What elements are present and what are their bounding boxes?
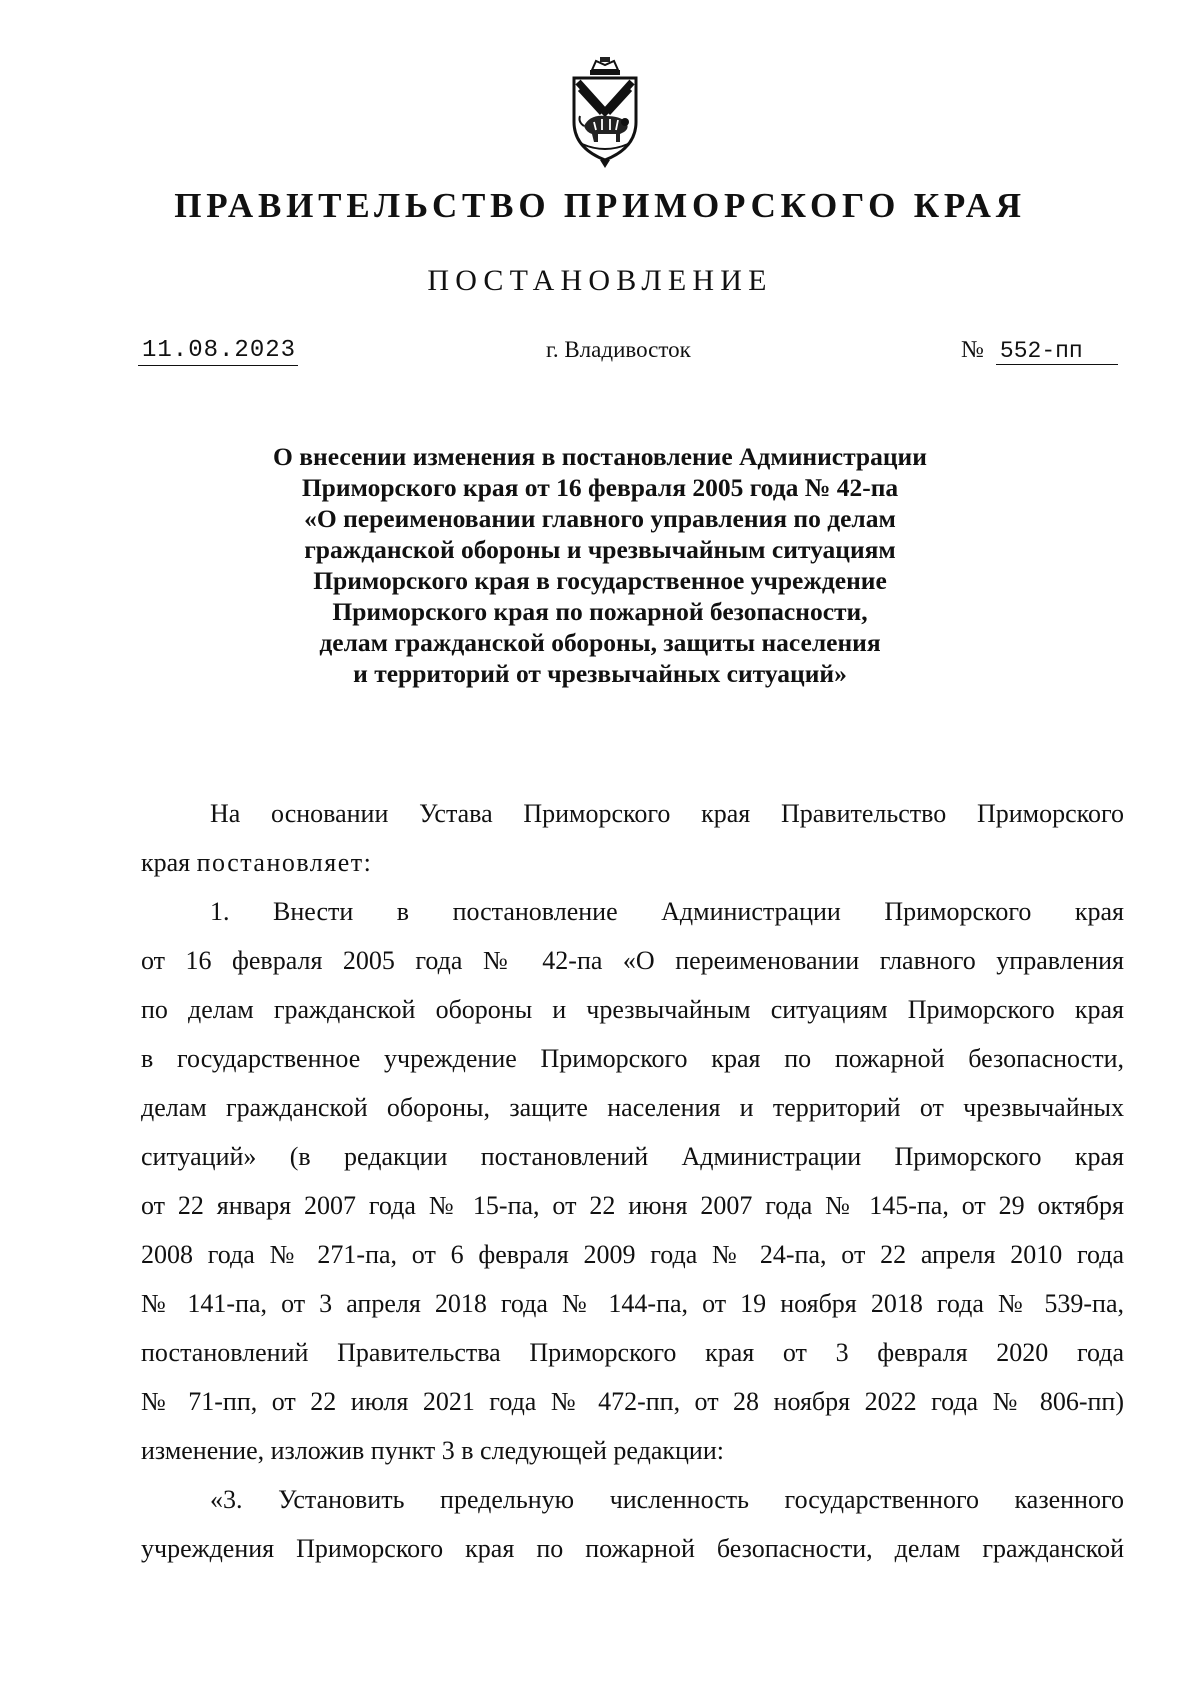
item1-line: 2008 года № 271-па, от 6 февраля 2009 года № 24-па, от 22 апреля 2010 года [141,1240,1124,1269]
subject-line: О внесении изменения в постановление Администрации [273,442,927,471]
preamble-text: края [141,848,197,877]
subject-line: Приморского края от 16 февраля 2005 года № 42-па [301,473,899,502]
decree-verb: постановляет: [196,848,373,877]
item1-line: № 141-па, от 3 апреля 2018 года № 144-па, от 19 ноября 2018 года № 539-па, [141,1289,1124,1318]
item1-line: ситуаций» (в редакции постановлений Администрации Приморского края [141,1142,1124,1171]
number-sign: № [961,337,984,363]
subject-line: и территорий от чрезвычайных ситуаций» [353,659,847,688]
item1-line: от 22 января 2007 года № 15-па, от 22 июня 2007 года № 145-па, от 29 октября [141,1191,1124,1220]
item1-line: от 16 февраля 2005 года № 42-па «О переименовании главного управления [141,946,1124,975]
item1-line: № 71-пп, от 22 июля 2021 года № 472-пп, от 28 ноября 2022 года № 806-пп) [141,1387,1124,1416]
coat-of-arms-emblem [570,56,640,170]
subject-line: «О переименовании главного управления по делам [304,504,896,533]
document-date: 11.08.2023 [138,338,298,366]
subject-line: делам гражданской обороны, защиты населения [319,628,881,657]
document-number: 552-пп [996,338,1118,365]
item1-line: делам гражданской обороны, защите населения и территорий от чрезвычайных [141,1093,1124,1122]
item1-line: изменение, изложив пункт 3 в следующей редакции: [141,1436,724,1465]
item1-line: в государственное учреждение Приморского края по пожарной безопасности, [141,1044,1124,1073]
document-type: ПОСТАНОВЛЕНИЕ [427,264,773,297]
preamble-line [141,847,1124,879]
item1-line: постановлений Правительства Приморского края от 3 февраля 2020 года [141,1338,1124,1367]
item3-line: «3. Установить предельную численность государственного казенного [210,1485,1124,1514]
item1-line: по делам гражданской обороны и чрезвычайным ситуациям Приморского края [141,995,1124,1024]
subject-line: Приморского края в государственное учреждение [313,566,887,595]
document-number-block [961,336,1118,365]
item1-line: 1. Внести в постановление Администрации Приморского края [210,897,1124,926]
document-subject [0,441,1200,689]
preamble-line: На основании Устава Приморского края Правительство Приморского [210,799,1124,828]
government-title: ПРАВИТЕЛЬСТВО ПРИМОРСКОГО КРАЯ [174,186,1026,225]
subject-line: гражданской обороны и чрезвычайным ситуациям [304,535,896,564]
subject-line: Приморского края по пожарной безопасности, [332,597,868,626]
document-city: г. Владивосток [546,337,691,362]
item3-line: учреждения Приморского края по пожарной безопасности, делам гражданской [141,1534,1124,1563]
